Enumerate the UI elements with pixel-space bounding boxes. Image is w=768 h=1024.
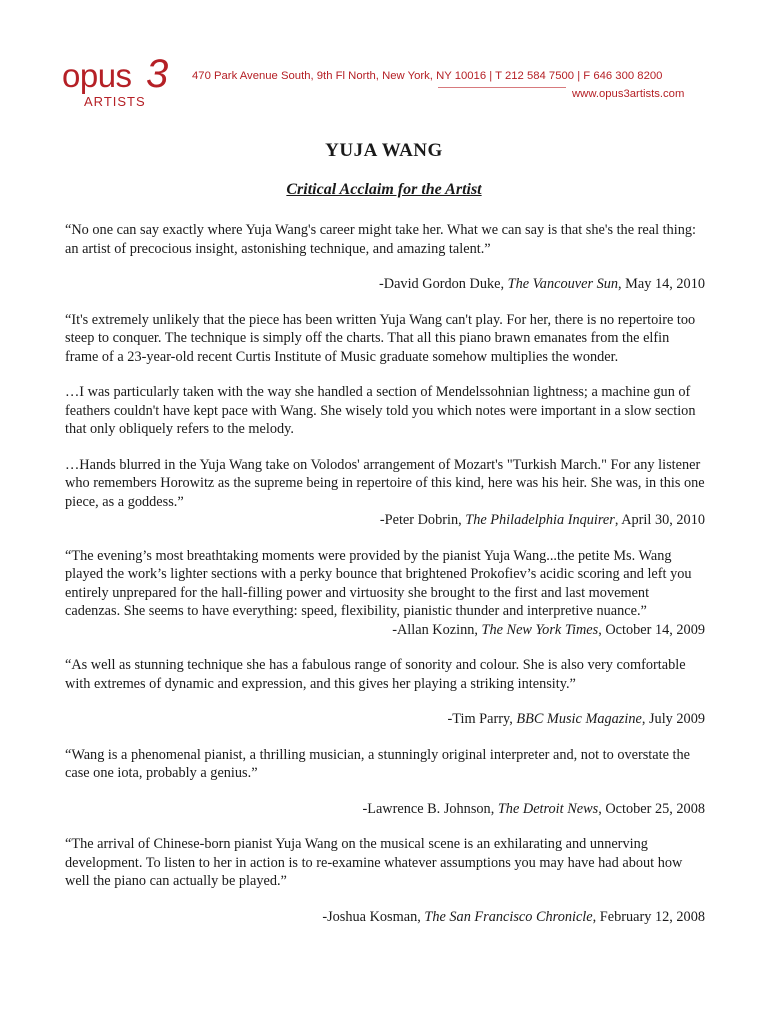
review-quote: “As well as stunning technique she has a fabulous range of sonority and colour. She is also very comfortable with extremes of dynamic and expression, and this gives her playing a striking intensity.”: [65, 657, 686, 692]
review-author: -Lawrence B. Johnson,: [362, 800, 498, 817]
review-date: , April 30, 2010: [614, 512, 705, 528]
review-quote: “It's extremely unlikely that the piece has been written Yuja Wang can't play. For her, there is no repertoire too steep to conquer. The technique is simply off the charts. That all this piano brawn emanates from the elfin frame of a 23-year-old recent Curtis Institute of Music graduate somehow multiplies the wonder.: [65, 311, 696, 365]
letterhead: [62, 52, 702, 118]
review-quote: “The arrival of Chinese-born pianist Yuja Wang on the musical scene is an exhilarating and unnerving development. To listen to her in action is to re-examine whatever assumptions you may have had about how well the piano can actually be played.”: [65, 836, 683, 889]
review-attribution: [65, 275, 705, 294]
review-quote: …I was particularly taken with the way she handled a section of Mendelssohnian lightness; a machine gun of feathers couldn't have kept pace with Wang. She wisely told you which notes were important in a slow section that only obliquely refers to the melody.: [65, 384, 696, 437]
logo-number: 3: [146, 52, 169, 96]
review-attribution: [65, 621, 705, 640]
review-author: -David Gordon Duke,: [378, 276, 508, 292]
website-link[interactable]: www.opus3artists.com: [572, 88, 685, 100]
review-attribution: [65, 710, 705, 729]
review-date: , February 12, 2008: [592, 908, 705, 925]
review-quote: “Wang is a phenomenal pianist, a thrilling musician, a stunningly original interpreter and, not to overstate the case one iota, probably a genius.”: [65, 746, 690, 781]
page-subtitle: Critical Acclaim for the Artist: [286, 181, 482, 198]
review-publication: The New York Times: [481, 621, 599, 638]
logo-word: opus: [62, 57, 132, 94]
review: [65, 311, 705, 530]
review-publication: The Detroit News: [497, 800, 599, 817]
review-publication: The Philadelphia Inquirer: [465, 512, 615, 528]
review-date: , October 25, 2008: [598, 800, 705, 817]
address-line: 470 Park Avenue South, 9th Fl North, New York, NY 10016 | T 212 584 7500 | F 646 300 8200: [192, 70, 663, 82]
reviews-list: [65, 221, 705, 926]
letterhead-rule: [438, 87, 566, 88]
review-publication: The Vancouver Sun: [507, 276, 619, 292]
review-author: -Allan Kozinn,: [392, 621, 482, 638]
review: [65, 221, 705, 294]
review-quote: “No one can say exactly where Yuja Wang's career might take her. What we can say is that she's the real thing: an artist of precocious insight, astonishing technique, and amazing talent.”: [65, 222, 696, 257]
review-date: , July 2009: [641, 711, 705, 727]
review-attribution: [65, 511, 705, 530]
review: [65, 656, 705, 729]
review-quote: …Hands blurred in the Yuja Wang take on Volodos' arrangement of Mozart's "Turkish March." For any listener who remembers Horowitz as the supreme being in repertoire of this kind, here was his heir. She was, in this one piece, as a goddess.”: [65, 456, 705, 510]
review-attribution: [65, 800, 705, 819]
review-attribution: [65, 908, 705, 927]
review: [65, 835, 705, 926]
review-date: , May 14, 2010: [618, 276, 705, 292]
review-publication: BBC Music Magazine: [516, 711, 642, 727]
review-author: -Tim Parry,: [447, 711, 517, 727]
page-title: YUJA WANG: [325, 140, 443, 161]
review: [65, 746, 705, 819]
logo-sub: ARTISTS: [84, 94, 146, 109]
review: [65, 547, 705, 640]
review-date: , October 14, 2009: [598, 621, 705, 638]
review-quote: “The evening’s most breathtaking moments were provided by the pianist Yuja Wang...the petite Ms. Wang played the work’s lighter sections with a perky bounce that brightened Prokofiev’s acidic scoring and left you entirely unprepared for the hall-filling power and virtuosity she brought to the first and last movement cadenzas. She seems to have everything: speed, flexibility, pianistic thunder and interpretive nuance.”: [65, 547, 692, 619]
review-author: -Joshua Kosman,: [322, 908, 425, 925]
review-author: -Peter Dobrin,: [379, 512, 466, 528]
review-publication: The San Francisco Chronicle: [424, 908, 593, 925]
